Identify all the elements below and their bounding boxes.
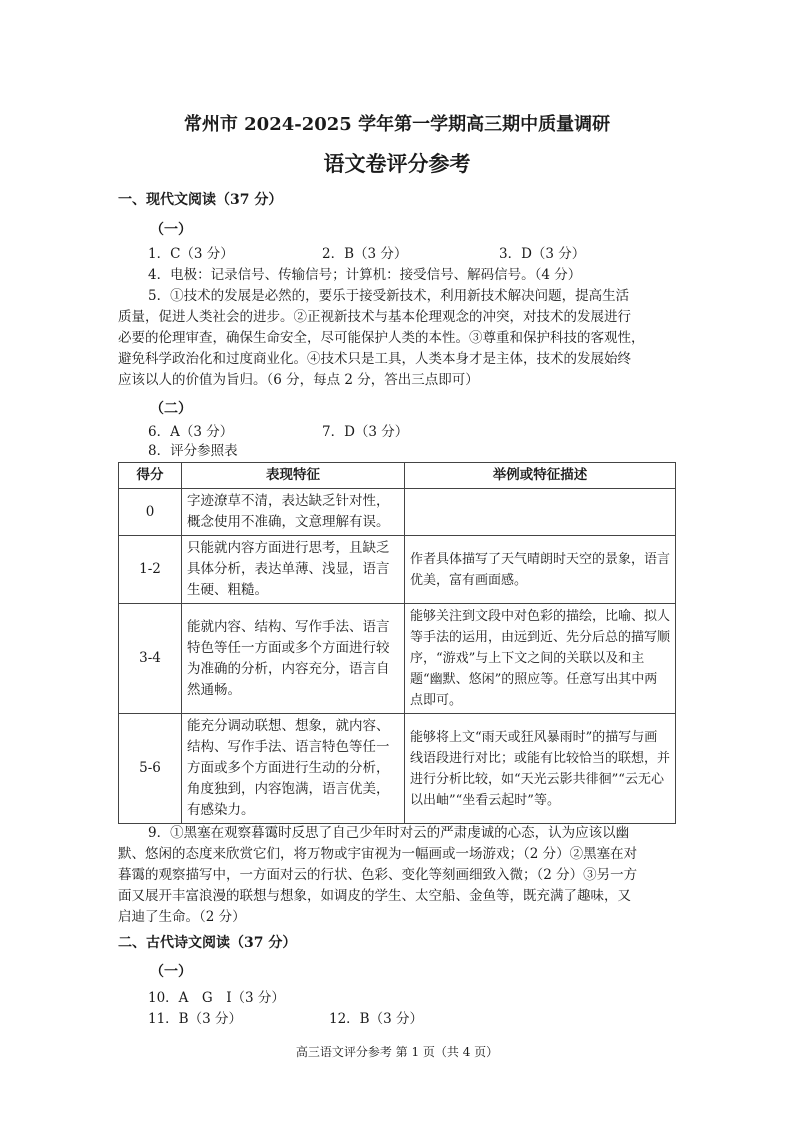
page-footer: 高三语文评分参考 第 1 页（共 4 页） [295, 1045, 499, 1059]
answer-q5-line: 避免科学政治化和过度商业化。④技术只是工具，人类本身才是主体，技术的发展始终 [118, 351, 631, 367]
section1-part1-label: （一） [150, 222, 192, 238]
answer-q9-line: 面又展开丰富浪漫的联想与想象，如调皮的学生、太空船、金鱼等，既充满了趣味，又 [118, 888, 631, 904]
answer-q8: 8．评分参照表 [148, 443, 238, 459]
answer-q5-line: 5．①技术的发展是必然的，要乐于接受新技术，利用新技术解决问题，提高生活 [148, 288, 630, 304]
feature-cell: 能充分调动联想、想象，就内容、结构、写作手法、语言特色等任一方面或多个方面进行生动的分析，角度独到，内容饱满，语言优美，有感染力。 [182, 714, 405, 824]
answer-q11: 11．B（3 分） [148, 1011, 242, 1027]
score-cell: 1-2 [119, 536, 182, 604]
answer-q5-line: 应该以人的价值为旨归。（6 分，每点 2 分，答出三点即可） [118, 372, 479, 388]
description-cell [405, 489, 676, 536]
feature-cell: 字迹潦草不清，表达缺乏针对性，概念使用不准确，文意理解有误。 [182, 489, 405, 536]
feature-cell: 只能就内容方面进行思考，且缺乏具体分析，表达单薄、浅显，语言生硬、粗糙。 [182, 536, 405, 604]
answer-q5-line: 质量，促进人类社会的进步。②正视新技术与基本伦理观念的冲突，对技术的发展进行 [118, 309, 631, 325]
answer-q9-line: 启迪了生命。（2 分） [118, 909, 246, 925]
section1-heading: 一、现代文阅读（37 分） [118, 192, 283, 208]
answer-q10: 10．A G I（3 分） [148, 990, 285, 1006]
answer-q9-line: 暮霭的观察描写中，一方面对云的行状、色彩、变化等刻画细致入微；（2 分）③另一方 [118, 867, 638, 883]
section1-part2-label: （二） [150, 401, 192, 417]
answer-q2: 2．B（3 分） [322, 246, 408, 262]
score-cell: 5-6 [119, 714, 182, 824]
header-score: 得分 [119, 463, 182, 489]
section2-part1-label: （一） [150, 964, 192, 980]
document-subtitle: 语文卷评分参考 [323, 151, 471, 176]
answer-q12: 12．B（3 分） [329, 1011, 423, 1027]
answer-q6: 6．A（3 分） [148, 424, 234, 440]
answer-q1: 1．C（3 分） [148, 246, 234, 262]
table-row [119, 536, 676, 604]
table-row [119, 714, 676, 824]
score-cell: 3-4 [119, 604, 182, 714]
table-row [119, 489, 676, 536]
answer-q9-line: 9．①黑塞在观察暮霭时反思了自己少年时对云的严肃虔诚的心态，认为应该以幽 [148, 825, 630, 841]
table-row [119, 604, 676, 714]
header-description: 举例或特征描述 [405, 463, 676, 489]
description-cell: 能够关注到文段中对色彩的描绘，比喻、拟人等手法的运用，由远到近、先分后总的描写顺序，“游戏”与上下文之间的关联以及和主题“幽默、悠闲”的照应等。任意写出其中两点即可。 [405, 604, 676, 714]
description-cell: 作者具体描写了天气晴朗时天空的景象，语言优美，富有画面感。 [405, 536, 676, 604]
header-feature: 表现特征 [182, 463, 405, 489]
answer-q5-line: 必要的伦理审查，确保生命安全，尽可能保护人类的本性。③尊重和保护科技的客观性， [118, 330, 645, 346]
score-cell: 0 [119, 489, 182, 536]
answer-q9-line: 默、悠闲的态度来欣赏它们，将万物或宇宙视为一幅画或一场游戏；（2 分）②黑塞在对 [118, 846, 638, 862]
answer-q3: 3．D（3 分） [499, 246, 586, 262]
table-header-row [119, 463, 676, 489]
scoring-table [118, 462, 676, 824]
document-title: 常州市 2024-2025 学年第一学期高三期中质量调研 [183, 114, 611, 135]
answer-q7: 7．D（3 分） [322, 424, 409, 440]
answer-q4: 4．电极：记录信号、传输信号；计算机：接受信号、解码信号。（4 分） [148, 267, 582, 283]
description-cell: 能够将上文“雨天或狂风暴雨时”的描写与画线语段进行对比；或能有比较恰当的联想，并进行分析比较，如“天光云影共徘徊”“云无心以出岫”“坐看云起时”等。 [405, 714, 676, 824]
section2-heading: 二、古代诗文阅读（37 分） [118, 935, 297, 951]
feature-cell: 能就内容、结构、写作手法、语言特色等任一方面或多个方面进行较为准确的分析，内容充分，语言自然通畅。 [182, 604, 405, 714]
